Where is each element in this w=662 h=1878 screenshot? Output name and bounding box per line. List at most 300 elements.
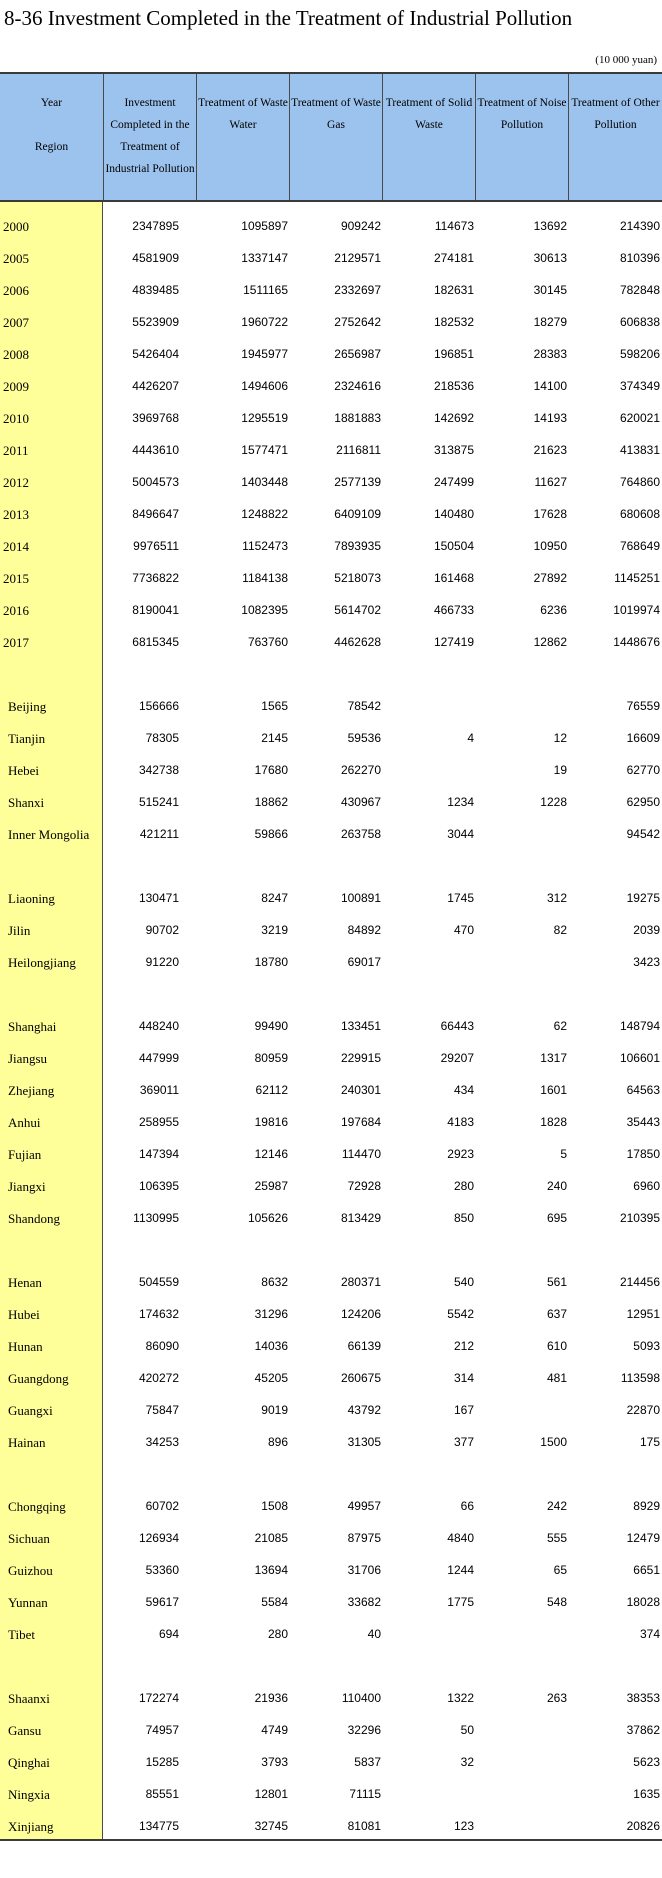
value-cell: 17628: [533, 507, 567, 521]
value-cell: 13694: [254, 1563, 288, 1577]
region-label: Jiangsu: [8, 1051, 47, 1066]
value-cell: 62950: [626, 795, 660, 809]
value-cell: 84892: [347, 923, 381, 937]
value-cell: 71115: [349, 1787, 381, 1801]
value-cell: 1082395: [241, 603, 288, 617]
value-cell: 4443610: [132, 443, 179, 457]
region-label: Heilongjiang: [8, 955, 76, 970]
value-cell: 1228: [540, 795, 567, 809]
table-row: [0, 1586, 662, 1618]
value-cell: 695: [546, 1211, 567, 1225]
header-total: Investment Completed in the Treatment of Industrial Pollution: [103, 74, 196, 200]
value-cell: 130471: [138, 891, 179, 905]
value-cell: 1152473: [242, 539, 288, 553]
table-row: [0, 1362, 662, 1394]
value-cell: 38353: [626, 1691, 660, 1705]
year-label: 2011: [3, 443, 29, 458]
value-cell: 610: [546, 1339, 567, 1353]
table-row: [0, 626, 662, 658]
year-label: 2008: [3, 347, 29, 362]
value-cell: 13692: [533, 219, 567, 233]
year-label: 2009: [3, 379, 29, 394]
value-cell: 59866: [254, 827, 288, 841]
value-cell: 69017: [347, 955, 381, 969]
value-cell: 504559: [138, 1275, 179, 1289]
table-row: [0, 498, 662, 530]
value-cell: 896: [267, 1435, 288, 1449]
value-cell: 280: [267, 1627, 288, 1641]
value-cell: 21936: [254, 1691, 288, 1705]
table-row: [0, 1522, 662, 1554]
value-cell: 22870: [626, 1403, 660, 1417]
value-cell: 342738: [138, 763, 179, 777]
table-row: [0, 1074, 662, 1106]
value-cell: 124206: [340, 1307, 381, 1321]
region-label: Hebei: [8, 763, 40, 778]
value-cell: 12: [553, 731, 567, 745]
value-cell: 12951: [626, 1307, 660, 1321]
value-cell: 637: [546, 1307, 567, 1321]
value-cell: 14100: [533, 379, 567, 393]
value-cell: 5623: [633, 1755, 660, 1769]
value-cell: 280371: [340, 1275, 381, 1289]
region-label: Jilin: [8, 923, 31, 938]
value-cell: 8929: [633, 1499, 660, 1513]
value-cell: 66139: [347, 1339, 381, 1353]
year-label: 2010: [3, 411, 29, 426]
value-cell: 1184138: [242, 571, 288, 585]
region-label: Anhui: [8, 1115, 41, 1130]
table-row: [0, 1010, 662, 1042]
value-cell: 27892: [533, 571, 567, 585]
value-cell: 1322: [447, 1691, 474, 1705]
value-cell: 763760: [247, 635, 288, 649]
value-cell: 1095897: [241, 219, 288, 233]
table-row: [0, 562, 662, 594]
region-label: Shanghai: [8, 1019, 57, 1034]
value-cell: 2923: [447, 1147, 474, 1161]
region-label: Tibet: [8, 1627, 35, 1642]
value-cell: 6960: [633, 1179, 660, 1193]
value-cell: 10950: [533, 539, 567, 553]
region-label: Hainan: [8, 1435, 46, 1450]
table-row: [0, 818, 662, 850]
value-cell: 312: [546, 891, 567, 905]
value-cell: 53360: [145, 1563, 179, 1577]
table-row: [0, 1746, 662, 1778]
value-cell: 90702: [145, 923, 179, 937]
value-cell: 76559: [626, 699, 660, 713]
value-cell: 30613: [533, 251, 567, 265]
value-cell: 19275: [626, 891, 660, 905]
value-cell: 850: [453, 1211, 474, 1225]
value-cell: 4581909: [132, 251, 179, 265]
value-cell: 1130995: [133, 1211, 179, 1225]
value-cell: 91220: [145, 955, 179, 969]
value-cell: 21623: [533, 443, 567, 457]
year-label: 2005: [3, 251, 29, 266]
value-cell: 262270: [340, 763, 381, 777]
table-row: [0, 1490, 662, 1522]
value-cell: 263: [546, 1691, 567, 1705]
table-row: [0, 1426, 662, 1458]
value-cell: 18862: [254, 795, 288, 809]
value-cell: 66443: [440, 1019, 474, 1033]
value-cell: 35443: [626, 1115, 660, 1129]
region-label: Zhejiang: [8, 1083, 55, 1098]
value-cell: 1745: [447, 891, 474, 905]
value-cell: 18780: [254, 955, 288, 969]
region-label: Henan: [8, 1275, 42, 1290]
value-cell: 8632: [261, 1275, 288, 1289]
table-row: [0, 690, 662, 722]
value-cell: 167: [453, 1403, 474, 1417]
value-cell: 1145251: [614, 571, 660, 585]
value-cell: 2577139: [334, 475, 381, 489]
year-label: 2000: [3, 219, 29, 234]
table-row: [0, 370, 662, 402]
value-cell: 598206: [619, 347, 660, 361]
value-cell: 31305: [347, 1435, 381, 1449]
year-label: 2012: [3, 475, 29, 490]
region-label: Gansu: [8, 1723, 42, 1738]
value-cell: 313875: [433, 443, 474, 457]
value-cell: 214456: [619, 1275, 660, 1289]
value-cell: 314: [453, 1371, 474, 1385]
table-row: [0, 914, 662, 946]
value-cell: 74957: [145, 1723, 179, 1737]
table-row: [0, 946, 662, 978]
value-cell: 5: [560, 1147, 567, 1161]
value-cell: 374349: [619, 379, 660, 393]
value-cell: 5093: [633, 1339, 660, 1353]
table-row: [0, 1042, 662, 1074]
value-cell: 29207: [440, 1051, 474, 1065]
value-cell: 1234: [447, 795, 474, 809]
value-cell: 548: [546, 1595, 567, 1609]
value-cell: 3219: [261, 923, 288, 937]
value-cell: 5004573: [132, 475, 179, 489]
value-cell: 18279: [533, 315, 567, 329]
value-cell: 105626: [247, 1211, 288, 1225]
value-cell: 218536: [433, 379, 474, 393]
value-cell: 100891: [340, 891, 381, 905]
value-cell: 174632: [138, 1307, 179, 1321]
value-cell: 99490: [254, 1019, 288, 1033]
value-cell: 2145: [261, 731, 288, 745]
year-label: 2014: [3, 539, 29, 554]
value-cell: 374: [639, 1627, 660, 1641]
table-row: [0, 594, 662, 626]
value-cell: 768649: [619, 539, 660, 553]
region-label: Shaanxi: [8, 1691, 50, 1706]
header-waste-water: Treatment of Waste Water: [196, 74, 289, 200]
value-cell: 85551: [145, 1787, 179, 1801]
value-cell: 59536: [347, 731, 381, 745]
value-cell: 2656987: [334, 347, 381, 361]
value-cell: 8247: [261, 891, 288, 905]
value-cell: 72928: [347, 1179, 381, 1193]
value-cell: 87975: [347, 1531, 381, 1545]
value-cell: 14193: [533, 411, 567, 425]
value-cell: 1960722: [241, 315, 288, 329]
value-cell: 1448676: [613, 635, 660, 649]
table-row: [0, 1170, 662, 1202]
value-cell: 81081: [347, 1819, 381, 1833]
value-cell: 210395: [619, 1211, 660, 1225]
value-cell: 694: [158, 1627, 179, 1641]
year-label: 2016: [3, 603, 29, 618]
region-label: Shandong: [8, 1211, 60, 1226]
header-waste-gas: Treatment of Waste Gas: [289, 74, 382, 200]
value-cell: 80959: [254, 1051, 288, 1065]
table-row: [0, 530, 662, 562]
region-label: Tianjin: [8, 731, 46, 746]
value-cell: 60702: [145, 1499, 179, 1513]
value-cell: 4749: [261, 1723, 288, 1737]
header-year: Year: [40, 97, 63, 109]
value-cell: 2324616: [334, 379, 381, 393]
value-cell: 470: [453, 923, 474, 937]
value-cell: 75847: [145, 1403, 179, 1417]
value-cell: 782848: [619, 283, 660, 297]
value-cell: 2332697: [334, 283, 381, 297]
value-cell: 1248822: [241, 507, 288, 521]
value-cell: 5837: [354, 1755, 381, 1769]
value-cell: 161468: [433, 571, 474, 585]
value-cell: 1511165: [243, 283, 288, 297]
value-cell: 64563: [626, 1083, 660, 1097]
header-solid-waste: Treatment of Solid Waste: [382, 74, 475, 200]
value-cell: 12146: [254, 1147, 288, 1161]
value-cell: 481: [546, 1371, 567, 1385]
value-cell: 197684: [340, 1115, 381, 1129]
value-cell: 813429: [340, 1211, 381, 1225]
value-cell: 377: [453, 1435, 474, 1449]
value-cell: 1295519: [241, 411, 288, 425]
table-row: [0, 1778, 662, 1810]
value-cell: 1565: [261, 699, 288, 713]
value-cell: 110400: [341, 1691, 381, 1705]
value-cell: 4840: [447, 1531, 474, 1545]
value-cell: 413831: [619, 443, 660, 457]
value-cell: 148794: [619, 1019, 660, 1033]
value-cell: 32296: [347, 1723, 381, 1737]
value-cell: 82: [553, 923, 567, 937]
region-label: Chongqing: [8, 1499, 66, 1514]
table-row: [0, 434, 662, 466]
value-cell: 240301: [340, 1083, 381, 1097]
value-cell: 5426404: [132, 347, 179, 361]
value-cell: 1500: [540, 1435, 567, 1449]
value-cell: 43792: [347, 1403, 381, 1417]
value-cell: 5542: [447, 1307, 474, 1321]
value-cell: 17850: [626, 1147, 660, 1161]
value-cell: 123: [453, 1819, 474, 1833]
value-cell: 540: [453, 1275, 474, 1289]
header-other: Treatment of Other Pollution: [568, 74, 662, 200]
value-cell: 258955: [138, 1115, 179, 1129]
value-cell: 3793: [261, 1755, 288, 1769]
value-cell: 1244: [447, 1563, 474, 1577]
table-row: [0, 1714, 662, 1746]
region-label: Yunnan: [8, 1595, 48, 1610]
value-cell: 12862: [533, 635, 567, 649]
value-cell: 447999: [138, 1051, 179, 1065]
value-cell: 5523909: [132, 315, 179, 329]
table-row: [0, 1682, 662, 1714]
value-cell: 515241: [138, 795, 179, 809]
header-region: Region: [34, 141, 69, 153]
value-cell: 50: [460, 1723, 474, 1737]
value-cell: 19: [553, 763, 567, 777]
value-cell: 30145: [533, 283, 567, 297]
table-row: [0, 882, 662, 914]
table-row: [0, 306, 662, 338]
value-cell: 3423: [633, 955, 660, 969]
header-noise: Treatment of Noise Pollution: [475, 74, 568, 200]
table-row: [0, 274, 662, 306]
region-label: Inner Mongolia: [8, 827, 90, 842]
table-row: [0, 402, 662, 434]
table-row: [0, 754, 662, 786]
table-row: [0, 1554, 662, 1586]
value-cell: 4: [467, 731, 474, 745]
value-cell: 274181: [433, 251, 474, 265]
table-title: 8-36 Investment Completed in the Treatment of Industrial Pollution: [4, 6, 573, 30]
value-cell: 16609: [626, 731, 660, 745]
value-cell: 1945977: [241, 347, 288, 361]
table-header: [0, 72, 662, 202]
value-cell: 434: [453, 1083, 474, 1097]
value-cell: 172274: [138, 1691, 179, 1705]
table-row: [0, 1138, 662, 1170]
value-cell: 142692: [433, 411, 474, 425]
value-cell: 9976511: [133, 539, 179, 553]
value-cell: 59617: [145, 1595, 179, 1609]
table-row: [0, 210, 662, 242]
value-cell: 212: [453, 1339, 474, 1353]
year-label: 2017: [3, 635, 29, 650]
table-row: [0, 1298, 662, 1330]
table-row: [0, 1810, 662, 1842]
value-cell: 150504: [433, 539, 474, 553]
value-cell: 3044: [447, 827, 474, 841]
value-cell: 1828: [540, 1115, 567, 1129]
value-cell: 140480: [433, 507, 474, 521]
value-cell: 78305: [145, 731, 179, 745]
table-row: [0, 1266, 662, 1298]
value-cell: 810396: [619, 251, 660, 265]
value-cell: 113598: [620, 1371, 660, 1385]
value-cell: 260675: [340, 1371, 381, 1385]
region-label: Xinjiang: [8, 1819, 54, 1834]
value-cell: 909242: [340, 219, 381, 233]
value-cell: 114673: [434, 219, 474, 233]
region-label: Jiangxi: [8, 1179, 46, 1194]
value-cell: 555: [546, 1531, 567, 1545]
value-cell: 6651: [633, 1563, 660, 1577]
value-cell: 11627: [534, 475, 567, 489]
value-cell: 126934: [138, 1531, 179, 1545]
value-cell: 2129571: [334, 251, 381, 265]
value-cell: 1635: [633, 1787, 660, 1801]
table-row: [0, 242, 662, 274]
value-cell: 62770: [626, 763, 660, 777]
value-cell: 182532: [433, 315, 474, 329]
value-cell: 196851: [433, 347, 474, 361]
region-label: Guangdong: [8, 1371, 69, 1386]
header-year-region: [0, 74, 103, 200]
value-cell: 242: [546, 1499, 567, 1513]
value-cell: 45205: [254, 1371, 288, 1385]
table-row: [0, 1394, 662, 1426]
value-cell: 33682: [347, 1595, 381, 1609]
value-cell: 280: [453, 1179, 474, 1193]
value-cell: 229915: [340, 1051, 381, 1065]
value-cell: 182631: [433, 283, 474, 297]
value-cell: 3969768: [132, 411, 179, 425]
value-cell: 40: [367, 1627, 381, 1641]
value-cell: 466733: [433, 603, 474, 617]
table-row: [0, 1202, 662, 1234]
region-label: Beijing: [8, 699, 47, 714]
value-cell: 106601: [619, 1051, 660, 1065]
table-row: [0, 466, 662, 498]
value-cell: 37862: [626, 1723, 660, 1737]
value-cell: 9019: [261, 1403, 288, 1417]
value-cell: 133451: [340, 1019, 381, 1033]
value-cell: 127419: [433, 635, 474, 649]
value-cell: 4839485: [132, 283, 179, 297]
value-cell: 247499: [433, 475, 474, 489]
table-row: [0, 338, 662, 370]
value-cell: 34253: [145, 1435, 179, 1449]
value-cell: 1494606: [241, 379, 288, 393]
region-label: Guizhou: [8, 1563, 53, 1578]
value-cell: 420272: [138, 1371, 179, 1385]
value-cell: 4426207: [132, 379, 179, 393]
value-cell: 263758: [340, 827, 381, 841]
value-cell: 620021: [619, 411, 660, 425]
value-cell: 86090: [145, 1339, 179, 1353]
value-cell: 18028: [626, 1595, 660, 1609]
value-cell: 31296: [254, 1307, 288, 1321]
table-row: [0, 722, 662, 754]
value-cell: 6236: [540, 603, 567, 617]
value-cell: 49957: [347, 1499, 381, 1513]
region-label: Shanxi: [8, 795, 45, 810]
value-cell: 764860: [619, 475, 660, 489]
value-cell: 1881883: [334, 411, 381, 425]
value-cell: 430967: [340, 795, 381, 809]
value-cell: 12801: [254, 1787, 288, 1801]
value-cell: 106395: [138, 1179, 179, 1193]
value-cell: 114470: [341, 1147, 381, 1161]
value-cell: 561: [546, 1275, 567, 1289]
value-cell: 147394: [138, 1147, 179, 1161]
value-cell: 12479: [626, 1531, 660, 1545]
value-cell: 7736822: [132, 571, 179, 585]
value-cell: 8496647: [132, 507, 179, 521]
value-cell: 421211: [139, 827, 179, 841]
table-row: [0, 786, 662, 818]
value-cell: 15285: [145, 1755, 179, 1769]
value-cell: 369011: [139, 1083, 179, 1097]
value-cell: 240: [546, 1179, 567, 1193]
value-cell: 1019974: [613, 603, 660, 617]
value-cell: 5218073: [334, 571, 381, 585]
